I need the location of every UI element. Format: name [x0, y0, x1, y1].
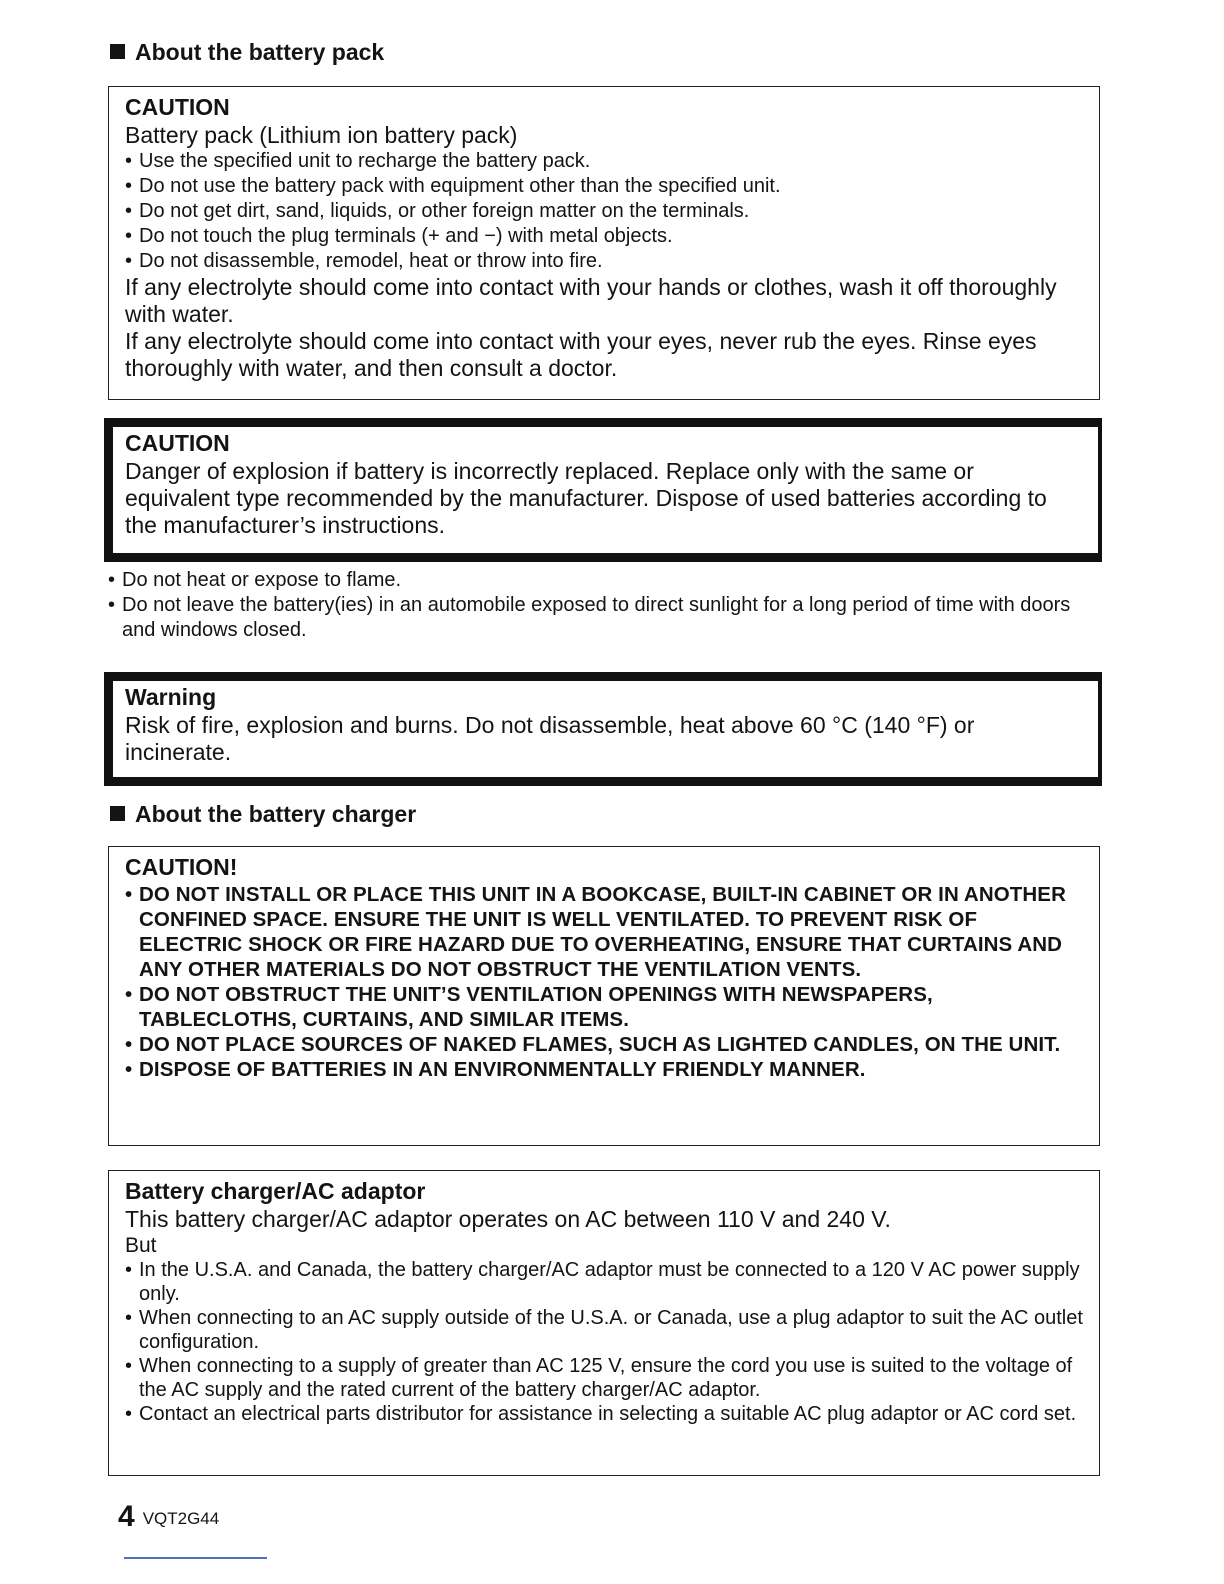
square-bullet-icon [110, 806, 125, 821]
list-item: • Do not disassemble, remodel, heat or throw into fire. [125, 249, 1083, 274]
list-item: • In the U.S.A. and Canada, the battery charger/AC adaptor must be connected to a 120 V AC power supply only. [125, 1258, 1083, 1306]
caution-title: CAUTION! [125, 854, 238, 880]
warning-box [104, 672, 1102, 786]
caution-title: CAUTION [125, 94, 230, 120]
section-heading-battery-pack [110, 38, 384, 66]
electrolyte-hands-paragraph: If any electrolyte should come into contact with your hands or clothes, wash it off thoroughly with water. [125, 274, 1057, 327]
caution-subtitle: Battery pack (Lithium ion battery pack) [125, 122, 518, 148]
adaptor-voltage-line: This battery charger/AC adaptor operates on AC between 110 V and 240 V. [125, 1206, 891, 1232]
caution-title: CAUTION [125, 430, 230, 456]
adaptor-bullet-list [125, 1258, 1083, 1426]
list-item: • DO NOT PLACE SOURCES OF NAKED FLAMES, SUCH AS LIGHTED CANDLES, ON THE UNIT. [125, 1032, 1083, 1057]
caution-box-explosion [104, 418, 1102, 562]
list-item: • DO NOT OBSTRUCT THE UNIT’S VENTILATION OPENINGS WITH NEWSPAPERS, TABLECLOTHS, CURTAINS, AND SIMILAR ITEMS. [125, 982, 1083, 1032]
list-item: • Do not get dirt, sand, liquids, or other foreign matter on the terminals. [125, 199, 1083, 224]
list-item: • Use the specified unit to recharge the battery pack. [125, 149, 1083, 174]
warning-title: Warning [125, 684, 217, 710]
charger-ac-adaptor-box [108, 1170, 1100, 1476]
page-footer [118, 1500, 219, 1534]
warning-text: Risk of fire, explosion and burns. Do not disassemble, heat above 60 °C (140 °F) or incinerate. [125, 712, 975, 765]
adaptor-but-line: But [125, 1234, 157, 1257]
square-bullet-icon [110, 44, 125, 59]
caution-bullet-list [125, 882, 1083, 1082]
list-item: • Do not leave the battery(ies) in an automobile exposed to direct sunlight for a long period of time with doors and windows closed. [108, 593, 1100, 643]
adaptor-title: Battery charger/AC adaptor [125, 1178, 426, 1204]
list-item: • When connecting to an AC supply outside of the U.S.A. or Canada, use a plug adaptor to suit the AC outlet configuration. [125, 1306, 1083, 1354]
list-item: • When connecting to a supply of greater than AC 125 V, ensure the cord you use is suited to the voltage of the AC supply and the rated current of the battery charger/AC adaptor. [125, 1354, 1083, 1402]
caution-box-battery-pack [108, 86, 1100, 400]
list-item: • Contact an electrical parts distributor for assistance in selecting a suitable AC plug adaptor or AC cord set. [125, 1402, 1083, 1426]
caution-box-charger [108, 846, 1100, 1146]
list-item: • Do not use the battery pack with equipment other than the specified unit. [125, 174, 1083, 199]
section-heading-text: About the battery charger [135, 801, 417, 827]
caution-text: Danger of explosion if battery is incorrectly replaced. Replace only with the same or equivalent type recommended by the manufacturer. Dispose of used batteries according to the manufacturer’s instructions. [125, 458, 1047, 538]
electrolyte-eyes-paragraph: If any electrolyte should come into contact with your eyes, never rub the eyes. Rinse eyes thoroughly with water, and then consult a doctor. [125, 328, 1037, 381]
section-heading-battery-charger [110, 800, 416, 828]
caution-bullet-list [125, 149, 1083, 274]
footer-divider [124, 1557, 267, 1559]
list-item: • DO NOT INSTALL OR PLACE THIS UNIT IN A BOOKCASE, BUILT-IN CABINET OR IN ANOTHER CONFINED SPACE. ENSURE THE UNIT IS WELL VENTILATED. TO PREVENT RISK OF ELECTRIC SHOCK OR FIRE HAZARD DUE TO OVERHEATING, ENSURE THAT CURTAINS AND ANY OTHER MATERIALS DO NOT OBSTRUCT THE VENTILATION VENTS. [125, 882, 1083, 982]
document-code: VQT2G44 [142, 1509, 220, 1528]
list-item: • Do not touch the plug terminals (+ and −) with metal objects. [125, 224, 1083, 249]
list-item: • DISPOSE OF BATTERIES IN AN ENVIRONMENTALLY FRIENDLY MANNER. [125, 1057, 1083, 1082]
battery-handling-bullets [108, 568, 1100, 643]
section-heading-text: About the battery pack [135, 39, 385, 65]
list-item: • Do not heat or expose to flame. [108, 568, 1100, 593]
page-number: 4 [118, 1500, 135, 1533]
